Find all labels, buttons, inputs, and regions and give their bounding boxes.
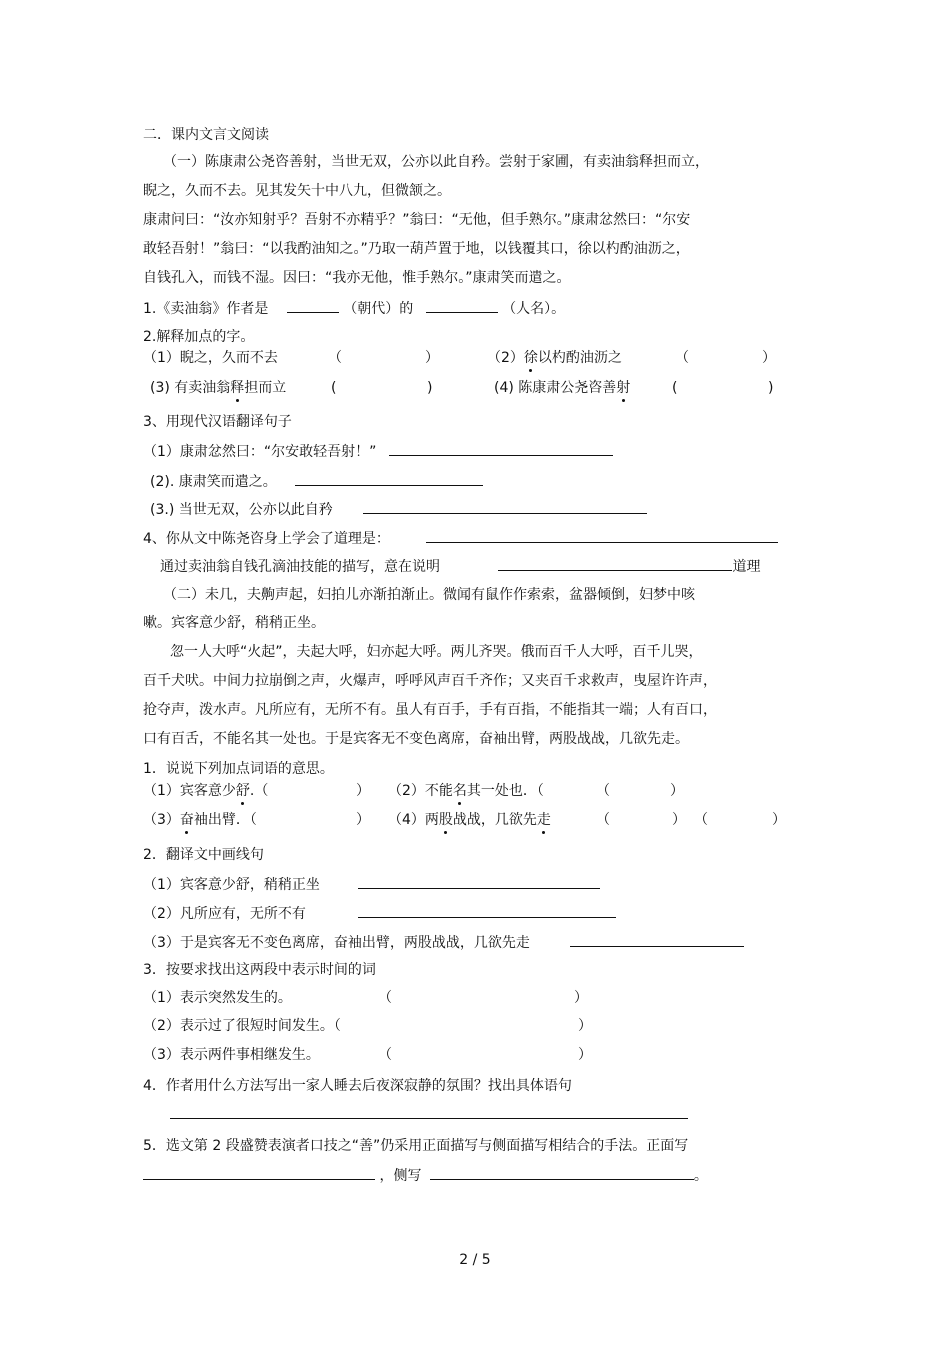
passage2-line: 嗽。宾客意少舒，稍稍正坐。 bbox=[143, 615, 325, 631]
dotted-char: 徐 bbox=[523, 350, 538, 366]
paren-close: ） bbox=[772, 812, 786, 828]
passage1-line: 睨之，久而不去。见其发矢十中八九，但微颔之。 bbox=[143, 183, 451, 199]
item-text: .（ bbox=[249, 783, 269, 799]
dotted-char: 奋 bbox=[179, 812, 194, 828]
p2-q3-item-3: （3）表示两件事相继发生。 bbox=[143, 1047, 320, 1063]
dotted-char: 名 bbox=[452, 783, 467, 799]
p2-question-3-title: 3．按要求找出这两段中表示时间的词 bbox=[143, 962, 376, 978]
page-number: 2 / 5 bbox=[459, 1252, 491, 1268]
item-text: 其一处也．（ bbox=[466, 783, 544, 799]
paren-open: （ bbox=[675, 350, 689, 366]
p1-question-4 bbox=[143, 528, 778, 548]
p2-q1-item-4 bbox=[388, 811, 551, 829]
paren-open: （ bbox=[378, 1047, 392, 1063]
item-text: （1）康肃忿然曰：“尔安敢轻吾射！” bbox=[143, 444, 377, 460]
paren-open: （ bbox=[328, 350, 342, 366]
passage2-line: 口有百舌，不能名其一处也。于是宾客无不变色离席，奋袖出臂，两股战战，几欲先走。 bbox=[143, 731, 689, 747]
p2-question-4-title: 4．作者用什么方法写出一家人睡去后夜深寂静的氛围？找出具体语句 bbox=[143, 1078, 572, 1094]
p1-question-2-title: 2.解释加点的字。 bbox=[143, 329, 255, 345]
p2-q1-item-3 bbox=[143, 811, 257, 829]
q1-text-a: 1.《卖油翁》作者是 bbox=[143, 301, 269, 317]
answer-blank[interactable] bbox=[363, 499, 647, 514]
item-text: 战战，几欲先 bbox=[452, 812, 537, 828]
q1-text-c: （人名）。 bbox=[502, 301, 566, 317]
paren-open: （ bbox=[596, 783, 610, 799]
answer-blank[interactable] bbox=[358, 874, 600, 889]
item-text: （1）宾客意少舒，稍稍正坐 bbox=[143, 877, 320, 893]
answer-blank[interactable] bbox=[426, 298, 498, 313]
item-text: 。 bbox=[693, 1168, 708, 1184]
p1-q3-item-3 bbox=[150, 499, 647, 519]
answer-blank[interactable] bbox=[358, 903, 616, 918]
paren-open: ( bbox=[672, 380, 678, 396]
answer-blank[interactable] bbox=[498, 556, 732, 571]
item-text: (4) 陈康肃公尧咨善 bbox=[494, 380, 617, 396]
item-text: （3） bbox=[143, 812, 180, 828]
paren-open: ( bbox=[331, 380, 337, 396]
passage1-line: （一）陈康肃公尧咨善射，当世无双，公亦以此自矜。尝射于家圃，有卖油翁释担而立， bbox=[163, 154, 709, 170]
p2-question-1-title: 1．说说下列加点词语的意思。 bbox=[143, 761, 334, 777]
dotted-char: 射 bbox=[616, 380, 631, 396]
p1-question-1 bbox=[143, 298, 565, 318]
p1-q2-item-1: （1）睨之，久而不去 bbox=[143, 350, 278, 366]
p2-q3-item-2: （2）表示过了很短时间发生。（ bbox=[143, 1018, 341, 1034]
item-text: 通过卖油翁自钱孔滴油技能的描写，意在说明 bbox=[160, 559, 440, 575]
item-text: (3) 有卖油翁 bbox=[150, 380, 231, 396]
paren-close: ） bbox=[356, 783, 370, 799]
item-text: 担而立 bbox=[244, 380, 287, 396]
paren-open: （ bbox=[596, 812, 610, 828]
p2-question-2-title: 2．翻译文中画线句 bbox=[143, 847, 264, 863]
paren-close: ) bbox=[427, 380, 433, 396]
item-text: （2）凡所应有，无所不有 bbox=[143, 906, 306, 922]
item-text: （4）两 bbox=[388, 812, 439, 828]
p2-question-5: 5．选文第 2 段盛赞表演者口技之“善”仍采用正面描写与侧面描写相结合的手法。正面写 bbox=[143, 1138, 689, 1154]
paren-close: ） bbox=[578, 1047, 592, 1063]
passage1-line: 自钱孔入，而钱不湿。因曰：“我亦无他，惟手熟尔。”康肃笑而遣之。 bbox=[143, 270, 571, 286]
answer-blank[interactable] bbox=[170, 1104, 688, 1119]
p1-q2-item-3 bbox=[150, 379, 286, 397]
paren-open: （ bbox=[378, 990, 392, 1006]
dotted-char: 释 bbox=[230, 380, 245, 396]
p2-q1-item-2 bbox=[388, 782, 544, 800]
answer-blank[interactable] bbox=[295, 471, 483, 486]
paren-open: （ bbox=[694, 812, 708, 828]
p1-q3-item-1 bbox=[143, 441, 613, 461]
p2-q2-item-1 bbox=[143, 874, 600, 894]
p2-q4-answer bbox=[170, 1104, 688, 1124]
item-text: 袖出臂．（ bbox=[193, 812, 257, 828]
answer-blank[interactable] bbox=[287, 298, 339, 313]
paren-close: ） bbox=[672, 812, 686, 828]
answer-blank[interactable] bbox=[426, 528, 778, 543]
item-text: 以杓酌油沥之 bbox=[537, 350, 622, 366]
paren-close: ） bbox=[670, 783, 684, 799]
answer-blank[interactable] bbox=[143, 1165, 375, 1180]
paren-close: ） bbox=[574, 990, 588, 1006]
dotted-char: 舒 bbox=[235, 783, 250, 799]
paren-close: ） bbox=[356, 812, 370, 828]
p2-question-5b bbox=[143, 1165, 708, 1185]
paren-close: ） bbox=[578, 1018, 592, 1034]
p2-q2-item-3 bbox=[143, 932, 744, 952]
item-number: （2） bbox=[487, 350, 524, 366]
p2-q2-item-2 bbox=[143, 903, 616, 923]
passage2-line: 百千犬吠。中间力拉崩倒之声，火爆声，呼呼风声百千齐作；又夹百千求救声，曳屋许许声， bbox=[143, 673, 717, 689]
dotted-char: 走 bbox=[536, 812, 551, 828]
p1-q3-item-2 bbox=[150, 471, 483, 491]
p1-q2-item-4 bbox=[494, 379, 630, 397]
paren-close: ） bbox=[425, 350, 439, 366]
p1-q2-item-2 bbox=[487, 349, 622, 367]
item-text: （3）于是宾客无不变色离席，奋袖出臂，两股战战，几欲先走 bbox=[143, 935, 530, 951]
p2-q3-item-1: （1）表示突然发生的。 bbox=[143, 990, 292, 1006]
item-text: 4、你从文中陈尧咨身上学会了道理是： bbox=[143, 531, 390, 547]
p1-question-3-title: 3、用现代汉语翻译句子 bbox=[143, 414, 292, 430]
section-title: 二．课内文言文阅读 bbox=[143, 127, 269, 143]
paren-close: ） bbox=[762, 350, 776, 366]
passage2-line: （二）未几，夫齁声起，妇拍儿亦渐拍渐止。微闻有鼠作作索索，盆器倾倒，妇梦中咳 bbox=[163, 587, 695, 603]
item-text: 道理 bbox=[732, 559, 761, 575]
paren-close: ) bbox=[768, 380, 774, 396]
q1-text-b: （朝代）的 bbox=[343, 301, 414, 317]
p1-question-4b bbox=[160, 556, 760, 576]
passage2-line: 抢夺声，泼水声。凡所应有，无所不有。虽人有百手，手有百指，不能指其一端；人有百口， bbox=[143, 702, 717, 718]
dotted-char: 股 bbox=[438, 812, 453, 828]
item-text: (3.) 当世无双，公亦以此自矜 bbox=[150, 502, 333, 518]
item-text: （1）宾客意少 bbox=[143, 783, 236, 799]
item-text: （2）不能 bbox=[388, 783, 453, 799]
passage1-line: 康肃问曰：“汝亦知射乎？吾射不亦精乎？”翁曰：“无他，但手熟尔。”康肃忿然曰：“尔安 bbox=[143, 212, 691, 228]
answer-blank[interactable] bbox=[389, 441, 613, 456]
item-text: ，侧写 bbox=[379, 1168, 422, 1184]
answer-blank[interactable] bbox=[430, 1165, 694, 1180]
item-text: (2). 康肃笑而遣之。 bbox=[150, 474, 277, 490]
passage1-line: 敢轻吾射！”翁曰：“以我酌油知之。”乃取一葫芦置于地，以钱覆其口，徐以杓酌油沥之， bbox=[143, 241, 690, 257]
answer-blank[interactable] bbox=[570, 932, 744, 947]
passage2-line: 忽一人大呼“火起”，夫起大呼，妇亦起大呼。两儿齐哭。俄而百千人大呼，百千儿哭， bbox=[170, 644, 703, 660]
p2-q1-item-1 bbox=[143, 782, 268, 800]
